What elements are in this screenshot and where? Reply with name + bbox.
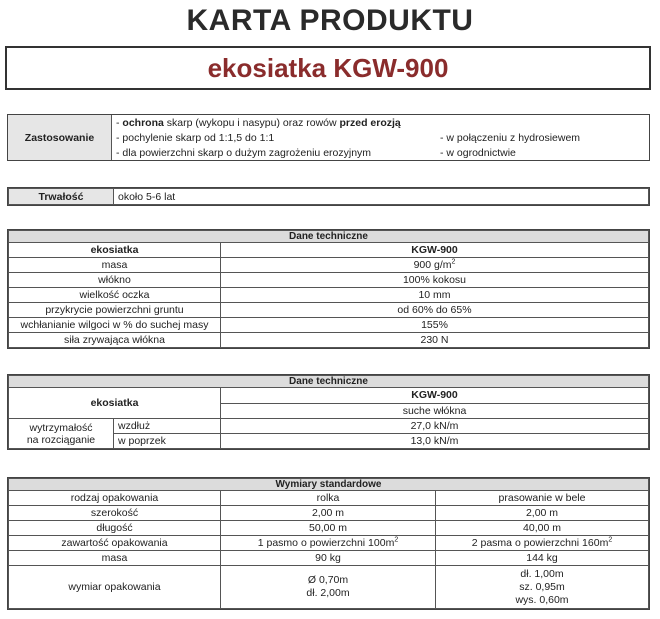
wymiary-title: Wymiary standardowe [9, 479, 649, 491]
table-row: wchłanianie wilgoci w % do suchej masy 155% [9, 318, 649, 333]
table-row: wielkość oczka 10 mm [9, 288, 649, 303]
wymiary-standardowe-table [7, 477, 650, 610]
dane2-group-label: wytrzymałość na rozciąganie [9, 419, 114, 449]
table-row: siła zrywająca włókna 230 N [9, 333, 649, 348]
trwalosc-value: około 5-6 lat [114, 189, 649, 205]
table-row: wymiar opakowania Ø 0,70m dł. 2,00m dł. 1,00m sz. 0,95m wys. 0,60m [9, 566, 649, 609]
dane2-subhead: suche włókna [221, 403, 649, 419]
dane1-title: Dane techniczne [9, 231, 649, 243]
table-row: masa 900 $g/m^2$ [9, 258, 649, 273]
dane2-col2: KGW-900 [221, 388, 649, 404]
dane2-col1: ekosiatka [9, 388, 221, 419]
dane-techniczne-table-1 [7, 229, 650, 349]
zastosowanie-line3-right: - w ogrodnictwie [440, 146, 516, 159]
zastosowanie-line2-right: - w połączeniu z hydrosiewem [440, 131, 581, 144]
table-row: szerokość 2,00 m 2,00 m [9, 506, 649, 521]
product-name-box [5, 46, 651, 90]
wymiary-head-3: prasowanie w bele [436, 491, 649, 506]
zastosowanie-section [7, 114, 650, 161]
zastosowanie-label: Zastosowanie [8, 115, 112, 160]
page-title: KARTA PRODUKTU [186, 4, 474, 37]
table-row: długość 50,00 m 40,00 m [9, 521, 649, 536]
trwalosc-section [7, 187, 650, 206]
dane2-title: Dane techniczne [9, 376, 649, 388]
table-row: włókno 100% kokosu [9, 273, 649, 288]
dane1-col2: KGW-900 [221, 243, 649, 258]
table-row: masa 90 kg 144 kg [9, 551, 649, 566]
zastosowanie-line3: - dla powierzchni skarp o dużym zagrożeniu erozyjnym [116, 146, 372, 159]
wymiary-head-1: rodzaj opakowania [9, 491, 221, 506]
dane-techniczne-table-2 [7, 374, 650, 450]
zastosowanie-line2: - pochylenie skarp od 1:1,5 do 1:1 [116, 131, 275, 144]
table-row: zawartość opakowania 1 pasmo o powierzchni $100m^2$ 2 pasma o powierzchni $160m^2$ [9, 536, 649, 551]
table-row: przykrycie powierzchni gruntu od 60% do 65% [9, 303, 649, 318]
dane1-col1: ekosiatka [9, 243, 221, 258]
zastosowanie-line1: - ochrona skarp (wykopu i nasypu) oraz rowów przed erozją [116, 116, 401, 129]
table-row: wytrzymałość na rozciąganie wzdłuż 27,0 kN/m [9, 419, 649, 434]
product-name: ekosiatka KGW-900 [207, 53, 449, 83]
table-row: w poprzek 13,0 kN/m [9, 434, 649, 449]
trwalosc-label: Trwałość [9, 189, 114, 205]
wymiary-head-2: rolka [221, 491, 436, 506]
